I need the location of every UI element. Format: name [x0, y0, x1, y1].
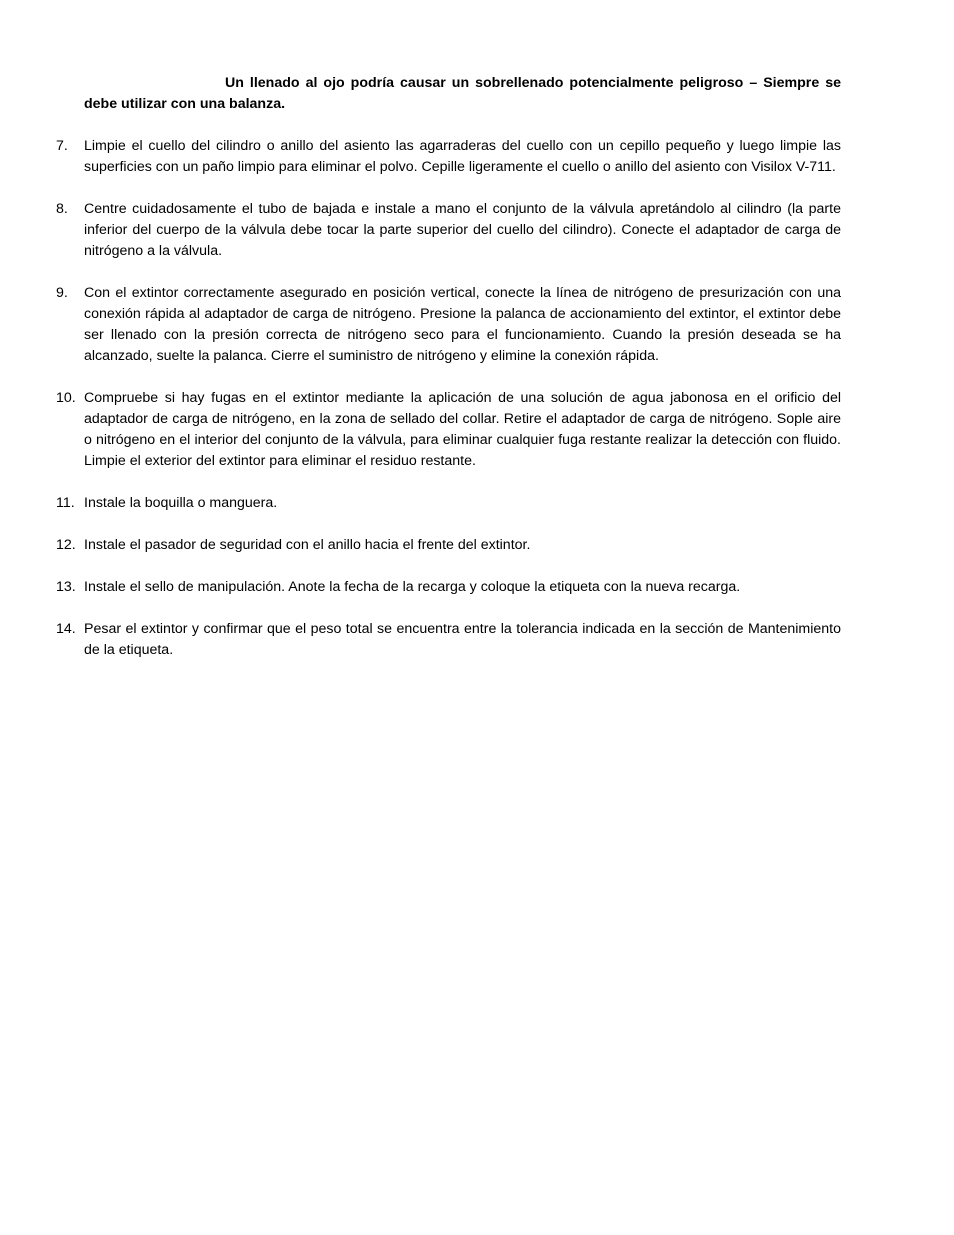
steps-list: [56, 136, 841, 661]
step-item: [56, 535, 841, 556]
step-text: Con el extintor correctamente asegurado en posición vertical, conecte la línea de nitrógeno de presurización con una conexión rápida al adaptador de carga de nitrógeno. Presione la palanca de accionamiento del extintor, el extintor debe ser llenado con la presión correcta de nitrógeno seco para el funcionamiento. Cuando la presión deseada se ha alcanzado, suelte la palanca. Cierre el suministro de nitrógeno y elimine la conexión rápida.: [84, 285, 841, 364]
step-number: 7.: [56, 138, 68, 154]
step-number: 13.: [56, 579, 76, 595]
step-number: 10.: [56, 390, 76, 406]
step-item: [56, 199, 841, 262]
step-text: Instale el pasador de seguridad con el anillo hacia el frente del extintor.: [84, 537, 531, 553]
document-body: [56, 73, 841, 682]
step-number: 11.: [56, 495, 75, 511]
step-text: Centre cuidadosamente el tubo de bajada e instale a mano el conjunto de la válvula apretándolo al cilindro (la parte inferior del cuerpo de la válvula debe tocar la parte superior del cuello del cilindro). Conecte el adaptador de carga de nitrógeno a la válvula.: [84, 201, 841, 259]
step-item: [56, 577, 841, 598]
step-number: 12.: [56, 537, 76, 553]
step-item: [56, 619, 841, 661]
step-item: [56, 493, 841, 514]
step-text: Pesar el extintor y confirmar que el peso total se encuentra entre la tolerancia indicada en la sección de Mantenimiento de la etiqueta.: [84, 621, 841, 658]
step-text: Limpie el cuello del cilindro o anillo del asiento las agarraderas del cuello con un cepillo pequeño y luego limpie las superficies con un paño limpio para eliminar el polvo. Cepille ligeramente el cuello o anillo del asiento con Visilox V-711.: [84, 138, 841, 175]
step-number: 14.: [56, 621, 76, 637]
step-text: Instale el sello de manipulación. Anote la fecha de la recarga y coloque la etiqueta con la nueva recarga.: [84, 579, 741, 595]
step-number: 8.: [56, 201, 68, 217]
step-number: 9.: [56, 285, 68, 301]
step-text: Instale la boquilla o manguera.: [84, 495, 278, 511]
step-item: [56, 136, 841, 178]
step-text: Compruebe si hay fugas en el extintor mediante la aplicación de una solución de agua jabonosa en el orificio del adaptador de carga de nitrógeno, en la zona de sellado del collar. Retire el adaptador de carga de nitrógeno. Sople aire o nitrógeno en el interior del conjunto de la válvula, para eliminar cualquier fuga restante realizar la detección con fluido. Limpie el exterior del extintor para eliminar el residuo restante.: [84, 390, 841, 469]
step-item: [56, 388, 841, 472]
step-item: [56, 283, 841, 367]
warning-note: Un llenado al ojo podría causar un sobrellenado potencialmente peligroso – Siempre se debe utilizar con una balanza.: [84, 75, 841, 112]
